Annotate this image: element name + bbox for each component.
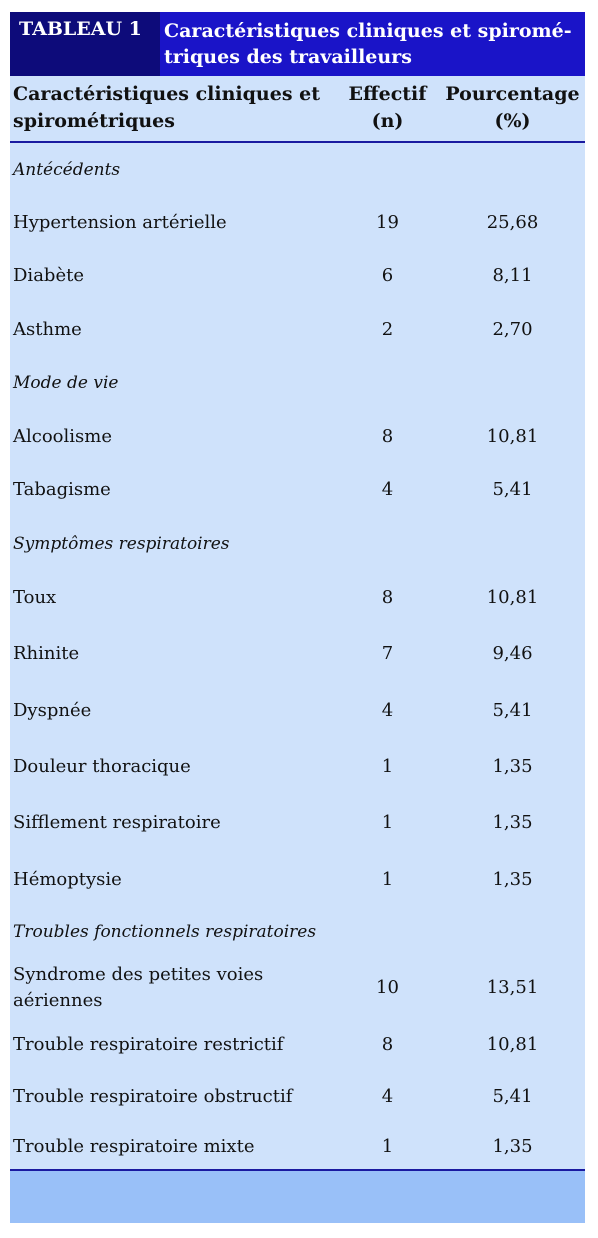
section-label: Antécédents xyxy=(13,159,121,180)
table-row xyxy=(10,682,585,739)
row-label: Tabagisme xyxy=(13,479,111,500)
table-row xyxy=(10,1070,585,1124)
row-label: Trouble respiratoire mixte xyxy=(13,1135,255,1157)
table-row xyxy=(10,570,585,626)
row-percentage: 8,11 xyxy=(492,265,533,286)
row-count: 8 xyxy=(381,1034,394,1055)
table-1 xyxy=(10,12,585,1223)
table-row xyxy=(10,410,585,463)
row-percentage: 2,70 xyxy=(492,318,533,340)
row-label: Toux xyxy=(13,587,57,608)
section-label: Symptômes respiratoires xyxy=(13,533,230,554)
table-row xyxy=(10,739,585,795)
row-percentage: 25,68 xyxy=(486,211,539,233)
row-percentage: 5,41 xyxy=(492,479,533,500)
table-row xyxy=(10,851,585,908)
header-count-line-2: (n) xyxy=(371,110,404,132)
row-count: 4 xyxy=(381,1086,394,1107)
row-label: Asthme xyxy=(13,318,82,340)
table-row xyxy=(10,795,585,851)
row-count: 1 xyxy=(381,1135,394,1157)
row-label: Sifflement respiratoire xyxy=(13,812,221,833)
row-percentage: 1,35 xyxy=(492,868,533,890)
row-count: 4 xyxy=(381,699,394,721)
row-count: 2 xyxy=(381,318,394,340)
table-row xyxy=(10,1124,585,1169)
row-percentage: 10,81 xyxy=(486,1034,539,1055)
table-caption-line-1: Caractéristiques cliniques et spiromé- xyxy=(164,20,572,42)
table-caption xyxy=(160,12,585,76)
row-count: 6 xyxy=(381,265,394,286)
table-caption-line-2: triques des travailleurs xyxy=(164,46,412,68)
table-row xyxy=(10,463,585,517)
table-header-row xyxy=(10,76,585,143)
table-title-band xyxy=(10,12,585,76)
table-body xyxy=(10,76,585,1171)
table-row xyxy=(10,956,585,1020)
row-count: 1 xyxy=(381,868,394,890)
row-percentage: 1,35 xyxy=(492,756,533,777)
table-row xyxy=(10,249,585,303)
row-label xyxy=(10,962,335,1014)
row-percentage: 9,46 xyxy=(492,643,533,664)
header-percentage-line-2: (%) xyxy=(494,110,531,132)
header-percentage xyxy=(440,81,585,141)
row-percentage: 10,81 xyxy=(486,587,539,608)
row-label: Douleur thoracique xyxy=(13,756,191,777)
section-row xyxy=(10,517,585,570)
row-count: 7 xyxy=(381,643,394,664)
row-label: Alcoolisme xyxy=(13,425,112,447)
row-percentage: 1,35 xyxy=(492,1135,533,1157)
row-label: Rhinite xyxy=(13,643,80,664)
section-row xyxy=(10,908,585,956)
table-row xyxy=(10,626,585,682)
row-count: 1 xyxy=(381,812,394,833)
row-label: Hémoptysie xyxy=(13,868,122,890)
row-count: 8 xyxy=(381,425,394,447)
row-count: 8 xyxy=(381,587,394,608)
row-count: 10 xyxy=(376,977,399,998)
section-row xyxy=(10,356,585,410)
header-count xyxy=(335,81,440,141)
table-number-label: TABLEAU 1 xyxy=(10,12,160,76)
row-label: Trouble respiratoire obstructif xyxy=(13,1086,293,1107)
header-characteristics-line-2: spirométriques xyxy=(13,110,175,132)
header-count-line-1: Effectif xyxy=(348,83,427,105)
row-percentage: 1,35 xyxy=(492,812,533,833)
row-label: Dyspnée xyxy=(13,699,92,721)
row-percentage: 13,51 xyxy=(486,977,539,998)
row-label-line-1: Syndrome des petites voies xyxy=(13,964,264,985)
row-label-line-2: aériennes xyxy=(13,990,103,1011)
table-row xyxy=(10,1020,585,1070)
row-count: 1 xyxy=(381,756,394,777)
header-percentage-line-1: Pourcentage xyxy=(445,83,580,105)
section-label: Troubles fonctionnels respiratoires xyxy=(13,922,317,942)
row-label: Diabète xyxy=(13,265,84,286)
row-percentage: 5,41 xyxy=(492,1086,533,1107)
table-footer-band xyxy=(10,1171,585,1223)
table-row xyxy=(10,196,585,249)
row-label: Hypertension artérielle xyxy=(13,211,227,233)
row-percentage: 5,41 xyxy=(492,699,533,721)
row-label: Trouble respiratoire restrictif xyxy=(13,1034,284,1055)
section-label: Mode de vie xyxy=(13,373,119,393)
row-count: 19 xyxy=(376,211,399,233)
header-characteristics-line-1: Caractéristiques cliniques et xyxy=(13,83,321,105)
section-row xyxy=(10,143,585,196)
header-characteristics xyxy=(10,81,335,141)
table-row xyxy=(10,303,585,356)
row-percentage: 10,81 xyxy=(486,425,539,447)
row-count: 4 xyxy=(381,479,394,500)
